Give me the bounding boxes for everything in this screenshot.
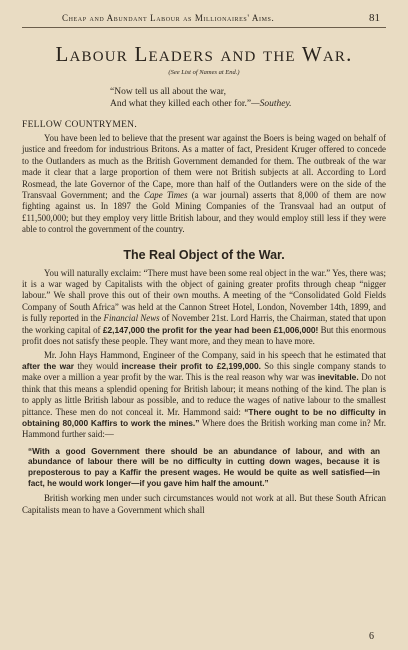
paragraph-3-bold-d: increase their profit to £2,199,000. — [121, 360, 261, 371]
paragraph-2-bold: £2,147,000 the profit for the year had been £1,006,000! — [102, 324, 319, 335]
epigraph-source: —Southey. — [251, 99, 292, 109]
paragraph-2 — [22, 268, 386, 348]
running-title: Cheap and Abundant Labour as Millionaires' Aims. — [62, 13, 275, 23]
paragraph-2-text-a: You will naturally exclaim: “There must have been some real object in the war.” Yes, there was; it is a war waged by Capitalists with the object of gaining greater profits through cheap “nigger labour.” We shall prove this out of their own mouths. A meeting of the “Consolidated Gold Fields Company of South Africa” was held at the Cannon Street Hotel, London, November 14th, 1899, and is fully reported in the — [22, 267, 386, 324]
paragraph-3-text-i: Where does the British working man come in? Mr. Hammond further said:— — [22, 417, 386, 440]
paragraph-3-bold-h: “There ought to be no difficulty in obtaining 80,000 Kaffirs to work the mines.” — [22, 406, 386, 428]
epigraph-line-1: “Now tell us all about the war, — [110, 87, 226, 97]
epigraph-line-2 — [110, 98, 386, 110]
title-note: (See List of Names at End.) — [168, 69, 240, 76]
footer-page-number: 6 — [369, 631, 374, 642]
paragraph-3 — [22, 350, 386, 441]
section-title: The Real Object of the War. — [123, 247, 285, 262]
paragraph-1-text-c: (a war journal) asserts that 8,000 of them are now fighting against us. In 1897 the Gold Mining Companies of the Transvaal had an output of £11,500,000; but they employ very little British labour, and they would employ still less if they were able to control the government of the country. — [22, 190, 386, 235]
paragraph-3-text-e: So this single company stands to make over a million a year profit by the war. This is the real reason why war was — [22, 360, 386, 383]
epigraph — [110, 86, 386, 110]
paragraph-1-italic: Cape Times — [143, 190, 188, 201]
epigraph-line-2-text: And what they killed each other for.” — [110, 99, 252, 109]
salutation: FELLOW COUNTRYMEN. — [22, 120, 138, 130]
paragraph-4: British working men under such circumstances would not work at all. But these South African Capitalists mean to have a Government which shall — [22, 493, 386, 515]
paragraph-2-text-c: of November 21st. Lord Harris, the Chairman, stated that upon the working capital of — [22, 313, 386, 335]
paragraph-2-italic: Financial News — [103, 313, 160, 324]
paragraph-2-text-e: But this enormous profit does not satisfy these people. They want more, and they mean to have more. — [22, 324, 386, 347]
block-quote: “With a good Government there should be an abundance of labour, and with an abundance of labour there will be no difficulty in cutting down wages, because it is preposterous to pay a Kaffir the present wages. He would be quite as well satisfied—in fact, he would work longer—if you gave him half the amount.” — [28, 446, 380, 488]
article-title: Labour Leaders and the War. — [55, 42, 353, 66]
running-header — [22, 12, 386, 28]
paragraph-1 — [22, 133, 386, 236]
paragraph-3-text-a: Mr. John Hays Hammond, Engineer of the Company, said in his speech that he estimated that — [44, 349, 386, 360]
paragraph-3-text-g: Do not think that this means a splendid opening for British labour; it means nothing of the kind. The plan is to apply as little British labour as possible, and to reduce the wages of native labour to the smallest pittance. These men do not conceal it. Mr. Hammond said: — [22, 372, 386, 417]
paragraph-3-bold-b: after the war — [22, 360, 75, 371]
paragraph-3-text-c: they would — [74, 360, 122, 371]
page-number: 81 — [369, 12, 380, 24]
paragraph-1-text-a: You have been led to believe that the present war against the Boers is being waged on behalf of justice and freedom for industrious Britons. As a matter of fact, President Kruger offered to concede to the Outlanders as much as the British Government demanded for them. The outbreak of the war made it clear that a large proportion of them were not British subjects at all. According to Lord Rosmead, the late Governor of the Cape, more than half of the Outlanders were on the side of the Transvaal Government; and the — [22, 133, 386, 201]
paragraph-3-bold-f: inevitable. — [317, 372, 359, 383]
